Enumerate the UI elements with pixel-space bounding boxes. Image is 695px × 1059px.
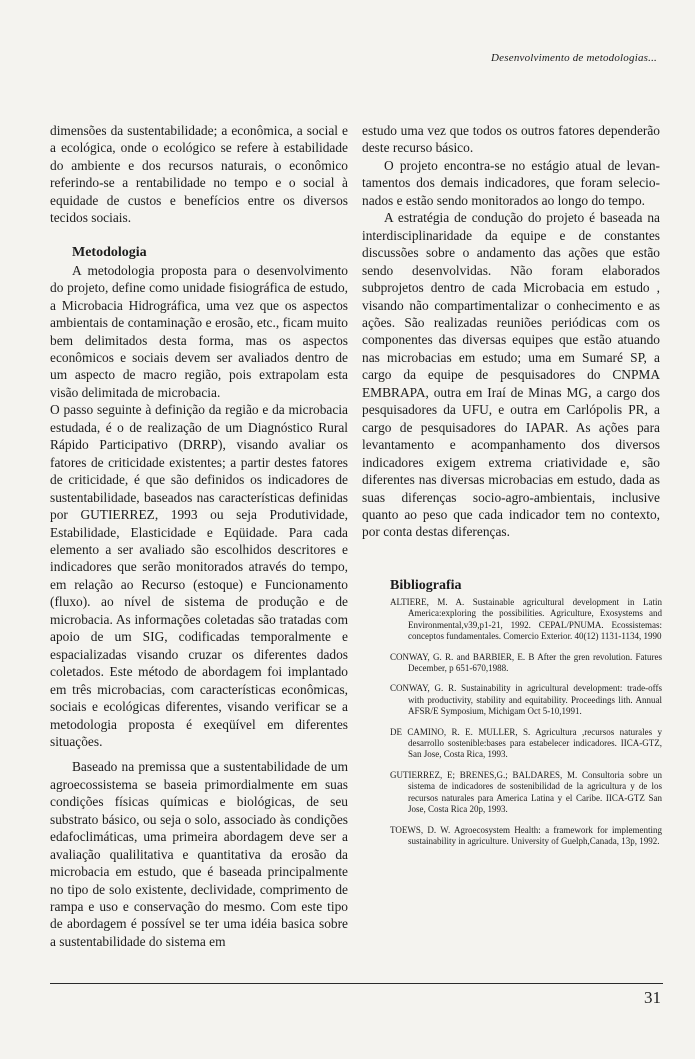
bibliography-section <box>390 577 662 856</box>
project-stage-paragraph: O projeto encontra-se no estágio atual de levan-tamentos dos demais indicadores, que foram selecio-nados e estão sendo monitorados ao longo do tempo. <box>362 157 660 208</box>
bibliography-heading: Bibliografia <box>390 578 462 593</box>
methodology-paragraph-3: Baseado na premissa que a sustentabilidade de um agroecossistema se baseia primordialmente em suas condições físicas químicas e biológicas, de seu substrato básico, ou seja o solo, associado às condições edafoclimáticas, uma primeira abordagem deve ser a avaliação qualilitativa e quantitativa da erosão da microbacia em estudo, que é baseada principalmente no tipo de solo existente, declividade, comprimento de rampa e uso e conservação do mesmo. Com este tipo de abordagem é possível se ter uma idéia basica sobre a sustentabilidade do sistema em <box>50 759 348 949</box>
reference-item: TOEWS, D. W. Agroecosystem Health: a framework for implementing sustainability in agriculture. University of Guelph,Canada, 13p, 1992. <box>390 824 662 846</box>
right-column <box>362 122 660 541</box>
methodology-heading: Metodologia <box>72 244 147 260</box>
reference-item: GUTIERREZ, E; BRENES,G.; BALDARES, M. Consultoria sobre un sistema de indicadores de sostenibilidad de la agricultura y de los recursos naturales para America Latina y el Caribe. IICA-GTZ San Jose, Costa Rica 20p, 1993. <box>390 769 662 815</box>
reference-item: CONWAY, G. R. and BARBIER, E. B After the gren revolution. Fatures December, p 651-670,1988. <box>390 651 662 674</box>
strategy-paragraph: A estratégia de condução do projeto é baseada na interdisciplinaridade da equipe e de constantes discussões sobre o andamento das ações que estão sendo desenvolvidas. Não foram elaborados subprojetos dentro de cada Microbacia em estudo , visando não compartimentalizar o conhecimento e as ações. São realizadas reuniões periódicas com os componentes das diversas equipes que estão atuando nas microbacias em estudo; uma em Sumaré SP, a cargo da equipe de pesquisadores do CNPMA EMBRAPA, outra em Iraí de Minas MG, a cargo dos pesquisadores da UFU, e outra em Carlópolis PR, a cargo de pesquisadores do IAPAR. As ações para levantamento e acompanhamento dos diversos indicadores exigem extrema criatividade e, são diferentes nas diversas microbacias em estudo, dada as suas diferenças socio-agro-ambientais, inclusive quanto ao peso que cada indicador tem no contexto, por conta destas diferenças. <box>362 210 660 540</box>
methodology-paragraph-2: O passo seguinte à definição da região e da microbacia estudada, é o de realização de um Diagnóstico Rural Rápido Participativo (DRRP), visando avaliar os fatores de criticidade existentes; a partir destes fatores de criticidade, é que são definidos os indicadores de sustentabilidade, baseados nas características definidas por GUTIERREZ, 1993 ou seja Produtividade, Estabilidade, Elasticidade e Eqüidade. Para cada elemento a ser avaliado são escolhidos descritores e indicadores que serão monitorados através do tempo, em relação ao Recurso (estoque) e Funcionamento (fluxo). ao nível de sistema de produção e de microbacia. As informações coletadas são tratadas com apoio de um SIG, codificadas temporalmente e espacializadas visando cruzar os diferentes dados coletados. Este método de abordagem foi implantado em três microbacias, com características econômicas, sociais e ecológicas diferentes, visando verificar se a metodologia proposta é exeqüível em diferentes situações. <box>50 402 348 749</box>
reference-item: DE CAMINO, R. E. MULLER, S. Agricultura ,recursos naturales y desarrollo sostenible:bases para estabelecer indicadores. IICA-GTZ, San Jose, Costa Rica, 1993. <box>390 726 662 760</box>
continuation-paragraph: estudo uma vez que todos os outros fatores dependerão deste recurso básico. <box>362 123 660 156</box>
reference-item: ALTIERE, M. A. Sustainable agricultural development in Latin America:exploring the possibilities. Agriculture, Exosystems and Environmental,v39,p1-21, 1992. CEPAL/PNUMA. Ecossistemas: conceptos fundamentales. Comercio Exterior. 40(12) 1131-1134, 1990 <box>390 597 662 642</box>
page-number: 31 <box>644 988 661 1007</box>
reference-item: CONWAY, G. R. Sustainability in agricultural development: trade-offs with productivity, stability and equitability. Proceedings lith. Annual AFSR/E Symposium, Michigam Oct 5-10,1991. <box>390 683 662 717</box>
methodology-paragraph-1: A metodologia proposta para o desenvolvimento do projeto, define como unidade fisiográfica de estudo, a Microbacia Hidrográfica, uma vez que os aspectos ambientais de contaminação e erosão, etc., ficam muito bem delimitados desta forma, mas os aspectos econômicos e sociais devem ser avaliados dentro de um aspecto de macro região, pois extrapolam esta visão delimitada de microbacia. <box>50 262 348 400</box>
intro-paragraph: dimensões da sustentabilidade; a econômica, a social e a ecológica, onde o ecológico se refere à estabilidade do ambiente e dos recursos naturais, o econômico referindo-se a rentabilidade no tempo e o social à equidade de custos e benefícios entre os diversos tecidos sociais. <box>50 123 348 226</box>
footer-rule <box>50 983 663 984</box>
left-column <box>50 122 348 950</box>
running-header: Desenvolvimento de metodologias... <box>491 52 657 64</box>
